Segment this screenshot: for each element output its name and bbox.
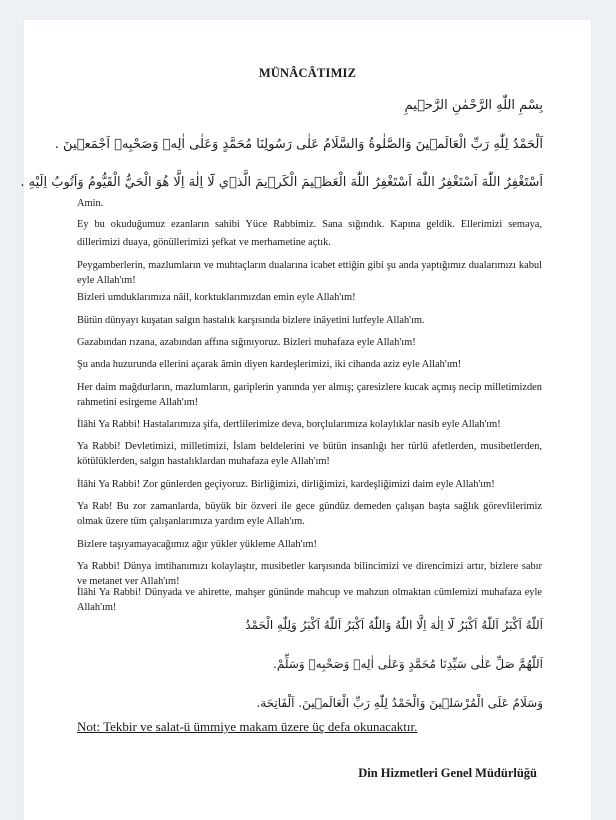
paragraph-amin: Amin. [77,198,104,209]
paragraph: Bizlere taşıyamayacağımız ağır yükler yükleme Allah'ım! [77,539,317,550]
arabic-basmala: بِسْمِ اللّٰهِ الرَّحْمٰنِ الرَّح۪يمِ [404,98,543,113]
paragraph: Ya Rabbi! Devletimizi, milletimizi, İslam beldelerini ve bütün insanlığı her türlü afetlerden, musibetlerden, kötülüklerden, salgın hastalıklardan muhafaza eyle Allah'ım! [77,441,542,467]
note-text: Not: Tekbir ve salat-ü ümmiye makam üzere üç defa okunacaktır. [77,719,418,734]
paragraph: Ya Rabbi! Dünya imtihanımızı kolaylaştır, musibetler karşısında bilincimizi ve direncimizi artır, bizlere sabır ve metanet ver Allah'ım! [77,561,542,587]
paragraph: İlâhi Ya Rabbi! Dünyada ve ahirette, mahşer gününde mahcup ve mahzun olmaktan cümlemizi muhafaza eyle Allah'ım! [77,587,542,613]
paragraph: Şu anda huzurunda ellerini açarak âmin diyen kardeşlerimizi, iki cihanda aziz eyle Allah'ım! [77,359,462,370]
arabic-closing: وَسَلَامٌ عَلَى الْمُرْسَل۪ينَ وَالْحَمْدُ لِلّٰهِ رَبِّ الْعَالَم۪ينَ. اَلْفَاتِحَة. [256,696,543,710]
arabic-salawat: اَللّٰهُمَّ صَلِّ عَلٰى سَيِّدِنَا مُحَمَّدٍ وَعَلٰى اٰلِه۪ وَصَحْبِه۪ وَسَلِّمْ. [273,657,543,671]
paragraph: Gazabından rızana, azabından affına sığınıyoruz. Bizleri muhafaza eyle Allah'ım! [77,337,416,348]
paragraph: İlâhi Ya Rabbi! Hastalarımıza şifa, dertlilerimize deva, borçlularımıza kolaylıklar nasib eyle Allah'ım! [77,419,501,430]
paragraph: Ey bu okuduğumuz ezanların sahibi Yüce Rabbimiz. Sana sığındık. Kapına geldik. Ellerimizi semaya, dillerimizi duaya, gönüllerimizi şefkat ve merhametine açtık. [77,219,542,248]
arabic-istighfar: اَسْتَغْفِرُ اللّٰهَ اَسْتَغْفِرُ اللّٰهَ اَسْتَغْفِرُ اللّٰهَ الْعَظ۪يمَ الْكَر۪يمَ الَّذ۪ي لَٓا اِلٰهَ اِلَّا هُوَ الْحَيُّ الْقَيُّومُ وَاَتُوبُ اِلَيْهِ . [20,175,543,190]
paragraph: Peygamberlerin, mazlumların ve muhtaçların dualarına icabet ettiğin gibi şu anda yaptığımız dualarımızı kabul eyle Allah'ım! [77,260,542,286]
document-title: MÜNÂCÂTIMIZ [258,66,357,80]
arabic-hamd: اَلْحَمْدُ لِلّٰهِ رَبِّ الْعَالَم۪ينَ وَالصَّلٰوةُ وَالسَّلَامُ عَلٰى رَسُولِنَا مُحَمَّدٍ وَعَلٰى اٰلِه۪ وَصَحْبِه۪ اَجْمَع۪ينَ . [54,137,543,152]
paragraph: Bizleri umduklarımıza nâil, korktuklarımızdan emin eyle Allah'ım! [77,292,356,303]
document-page [20,20,591,820]
paragraph: Her daim mağdurların, mazlumların, gariplerin yanında yer almış; çaresizlere kucak açmış necip milletimizden rahmetini esirgeme Allah'ım! [77,382,542,408]
signature: Din Hizmetleri Genel Müdürlüğü [358,766,537,780]
paragraph: Ya Rab! Bu zor zamanlarda, büyük bir özveri ile gece gündüz demeden çalışan başta sağlık görevlilerimiz olmak üzere tüm çalışanlarımıza yardım eyle Allah'ım. [77,501,542,527]
arabic-tekbir: اَللّٰهُ اَكْبَرُ اَللّٰهُ اَكْبَرُ لَٓا اِلٰهَ اِلَّا اللّٰهُ وَاللّٰهُ اَكْبَرُ اَللّٰهُ اَكْبَرُ وَلِلّٰهِ الْحَمْدُ [245,618,543,632]
paragraph: Bütün dünyayı kuşatan salgın hastalık karşısında bizlere inâyetini lutfeyle Allah'ım. [77,315,425,326]
paragraph: İlâhi Ya Rabbi! Zor günlerden geçiyoruz. Birliğimizi, dirliğimizi, kardeşliğimizi daim eyle Allah'ım! [77,479,495,490]
